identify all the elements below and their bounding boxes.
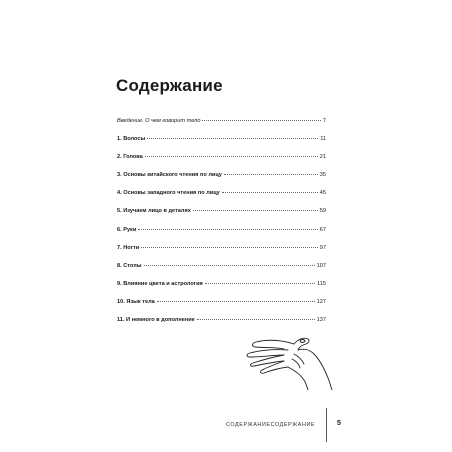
dot-leader (222, 192, 318, 193)
toc-entry-label: 11. И немного в дополнение (117, 317, 195, 324)
dot-leader (147, 138, 318, 139)
toc-entry-chapter-6[interactable] (117, 227, 326, 245)
toc-entry-page: 115 (317, 280, 326, 287)
toc-entry-chapter-8[interactable] (117, 263, 326, 281)
dot-leader (145, 156, 318, 157)
toc-entry-page: 45 (319, 190, 326, 197)
dot-leader (144, 265, 315, 266)
toc-entry-chapter-10[interactable] (117, 299, 326, 317)
toc-entry-intro[interactable] (117, 118, 326, 136)
toc-entry-label: 7. Ногти (117, 244, 140, 251)
dot-leader (138, 229, 317, 230)
toc-entry-chapter-4[interactable] (117, 190, 326, 208)
toc-entry-label: 4. Основы западного чтения по лицу (117, 190, 220, 197)
page-number: 5 (337, 420, 341, 427)
toc-entry-page: 127 (316, 298, 326, 305)
toc-entry-label: 5. Изучаем лицо в деталях (117, 208, 191, 215)
dot-leader (197, 319, 315, 320)
dot-leader (202, 120, 320, 121)
dot-leader (141, 247, 318, 248)
toc-entry-label: 3. Основы китайского чтения по лицу (117, 172, 222, 179)
toc-entry-page: 11 (320, 136, 326, 143)
footer-divider (326, 408, 327, 442)
toc-entry-page: 107 (316, 262, 326, 269)
page-title: Содержание (116, 76, 223, 95)
toc-entry-chapter-3[interactable] (117, 172, 326, 190)
toc-entry-chapter-7[interactable] (117, 245, 326, 263)
toc-entry-page: 35 (319, 172, 326, 179)
toc-entry-page: 137 (316, 317, 326, 324)
toc-entry-page: 67 (319, 226, 326, 233)
toc-entry-label: 2. Голова (117, 154, 143, 161)
toc-entry-label: 1. Волосы (117, 136, 146, 143)
toc-entry-chapter-9[interactable] (117, 281, 326, 299)
toc-entry-label: 9. Влияние цвета и астрология (117, 280, 203, 287)
toc-entry-chapter-2[interactable] (117, 154, 326, 172)
toc-entry-label: 6. Руки (117, 226, 137, 233)
toc-entry-page: 21 (319, 154, 326, 161)
dot-leader (224, 174, 318, 175)
dot-leader (205, 283, 315, 284)
toc-entry-label: Введение. О чем говорит тело (117, 118, 201, 124)
toc-entry-label: 10. Язык тела (117, 298, 155, 305)
toc-entry-chapter-5[interactable] (117, 208, 326, 226)
toc-entry-page: 59 (319, 208, 326, 215)
toc-entry-label: 8. Стопы (117, 262, 142, 269)
toc-entry-page: 7 (322, 118, 326, 124)
toc-entry-chapter-1[interactable] (117, 136, 326, 154)
table-of-contents (117, 118, 326, 335)
dot-leader (193, 210, 318, 211)
running-head: СОДЕРЖАНИЕСОДЕРЖАНИЕ (226, 422, 316, 428)
dot-leader (157, 301, 315, 302)
toc-entry-page: 97 (319, 244, 326, 251)
open-hand-icon (238, 330, 338, 390)
